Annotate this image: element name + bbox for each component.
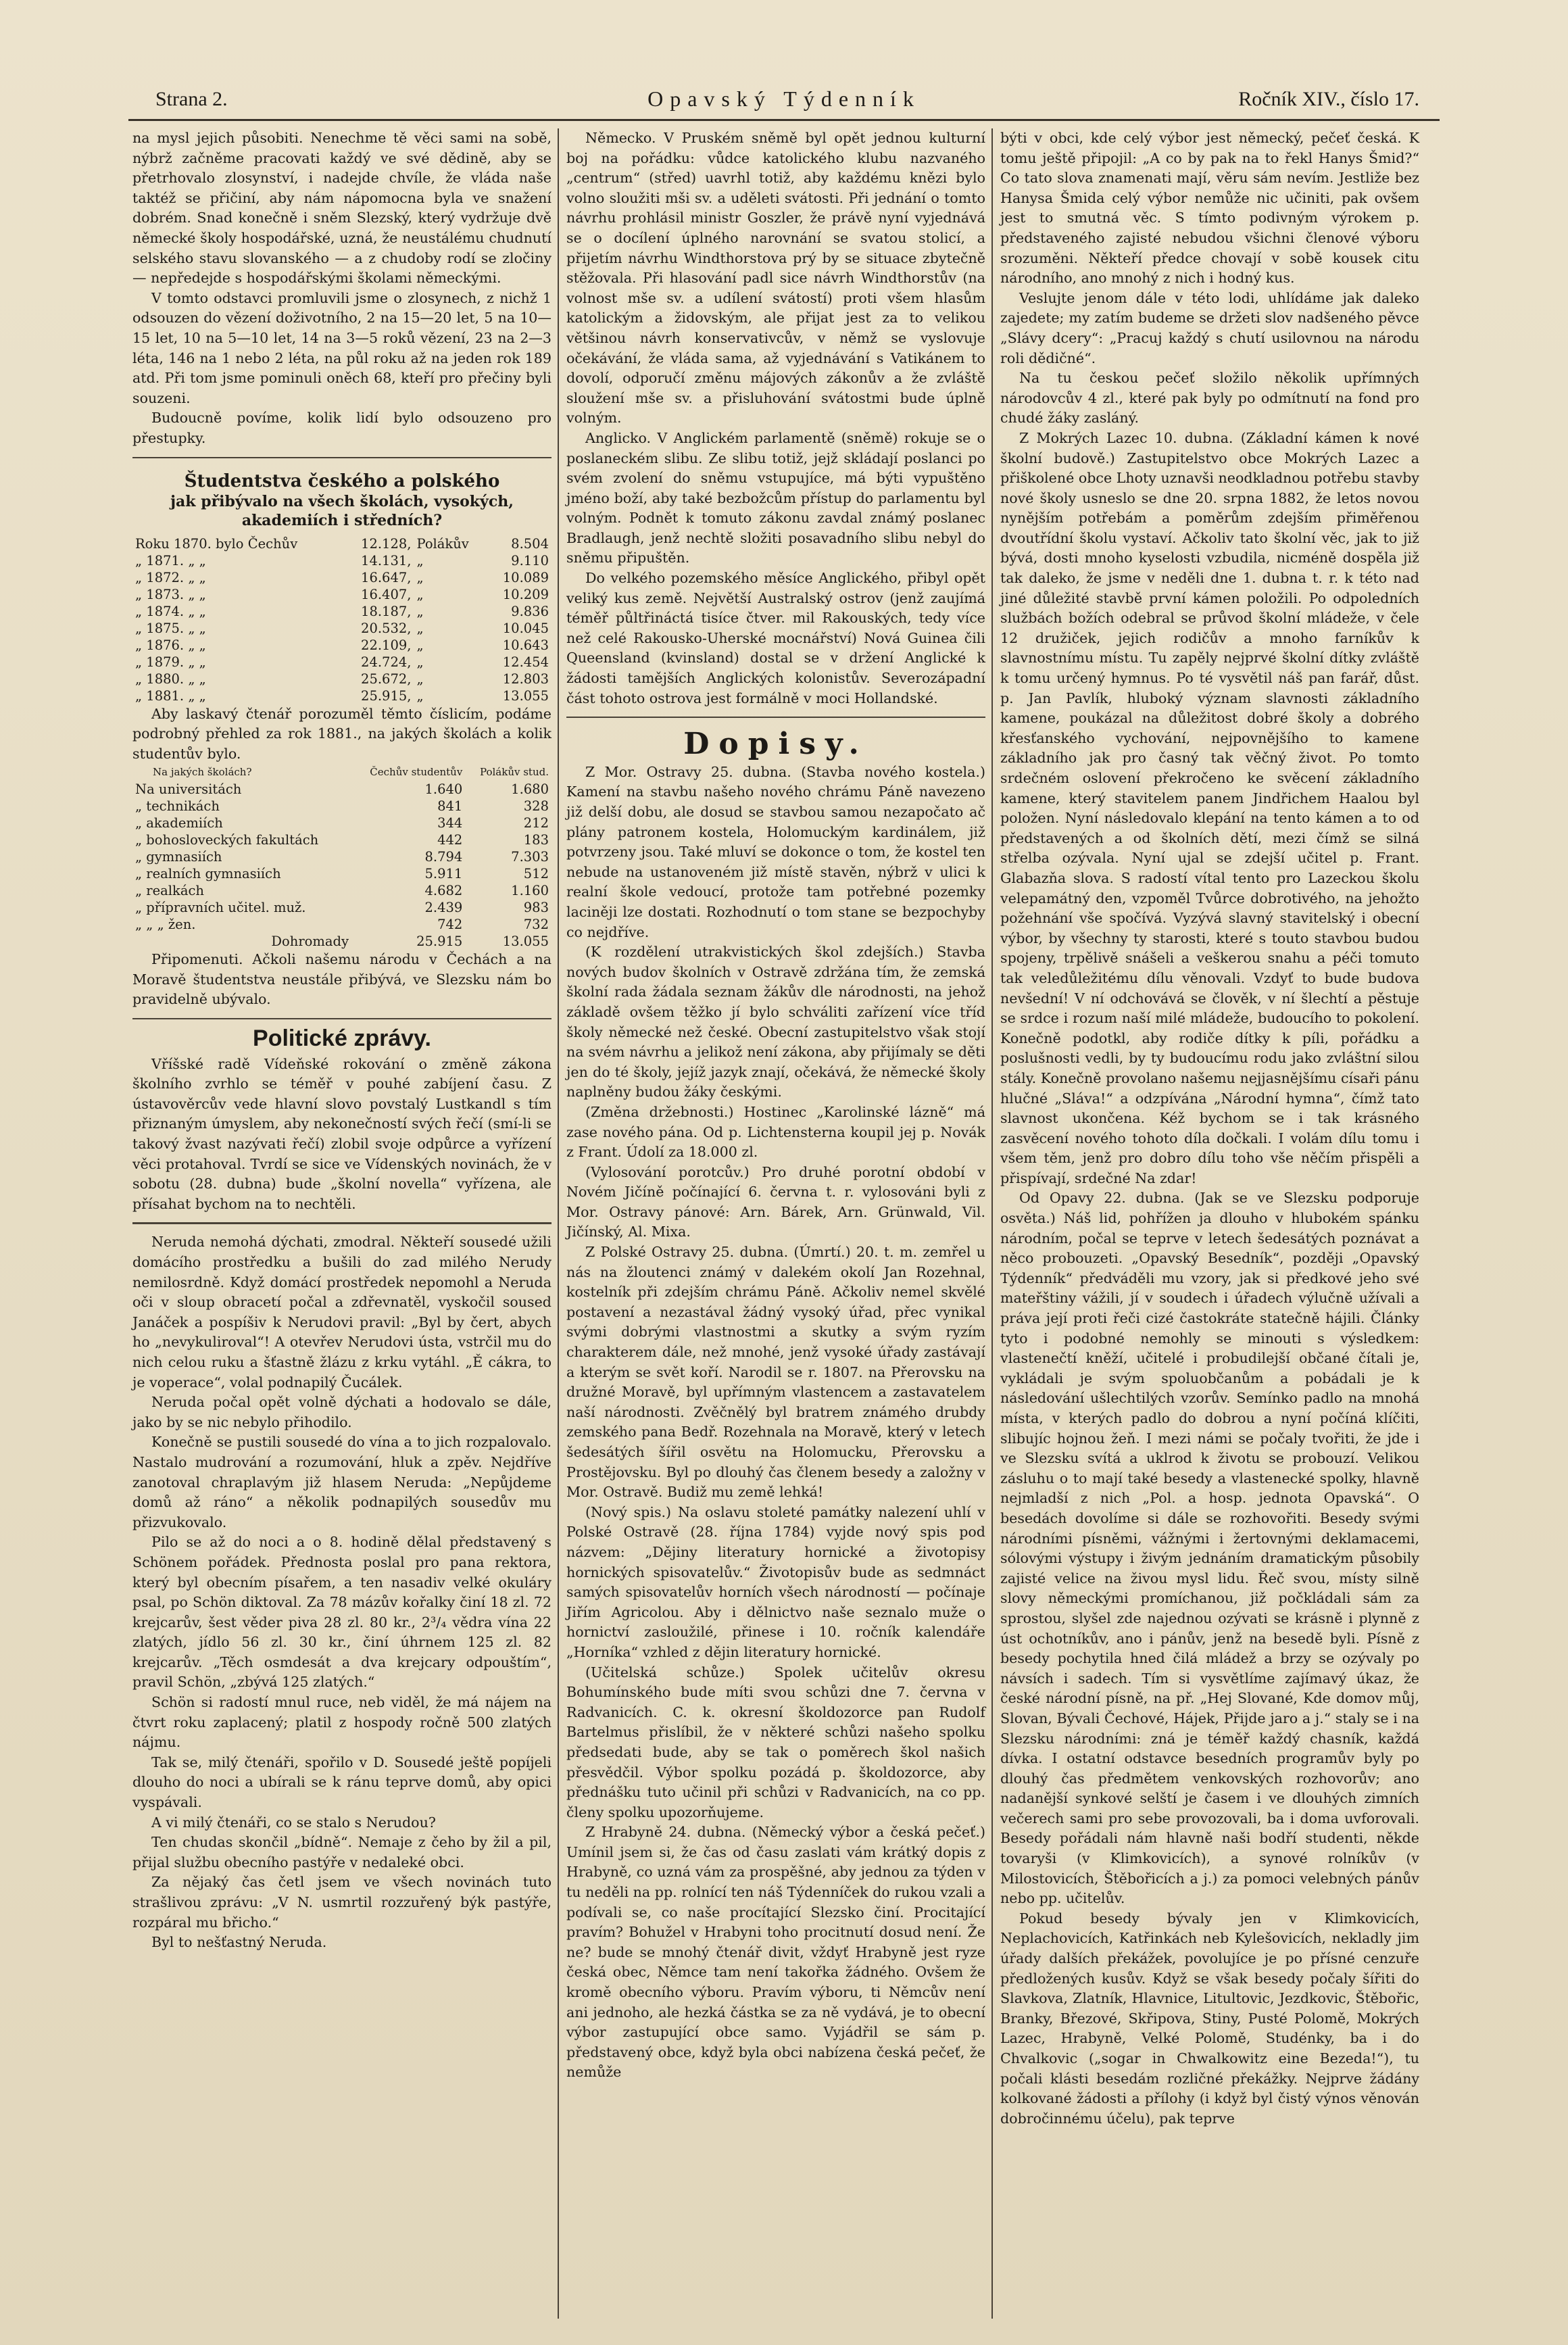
divider <box>566 717 985 718</box>
letters-section <box>566 763 985 2083</box>
year-cell: „ <box>416 620 424 636</box>
year-cell: „ <box>416 637 424 653</box>
year-row <box>132 687 552 704</box>
year-cell: „ 1876. „ „ <box>135 637 206 653</box>
year-cell: 10.643 <box>502 637 549 653</box>
year-row <box>132 637 552 654</box>
students-title: Študentstva českého a polského <box>184 470 500 491</box>
divider <box>132 1018 552 1019</box>
school-row <box>132 899 552 916</box>
school-cell: „ přípravních učitel. muž. <box>135 900 306 916</box>
school-cell: 2.439 <box>424 900 463 916</box>
header-rule <box>128 119 1440 121</box>
year-row <box>132 552 552 569</box>
school-cell: 841 <box>437 798 463 815</box>
feuilleton-divider <box>132 1222 552 1224</box>
schools-col-header: Na jakých školách? <box>153 766 252 779</box>
year-cell: 20.532, <box>361 620 412 636</box>
total-value: 13.055 <box>502 934 549 950</box>
year-cell: 8.504 <box>511 535 549 552</box>
school-cell: „ „ „ žen. <box>135 917 196 933</box>
students-years-table <box>132 535 552 704</box>
school-cell: „ bohosloveckých fakultách <box>135 832 319 848</box>
paragraph: Tak se, milý čtenáři, spořilo v D. Sousedé ještě popíjeli dlouho do noci a ubírali se k ránu teprve domů, aby opici vyspávali. <box>132 1754 552 1811</box>
politics-text: Vříšské radě Vídeňské rokování o změně zákona školního zvrhlo se téměř v pouhé zabíjení času. Z ústavověrcův vede hlavní slovo povstalý Lustkandl s tím přiznaným úmyslem, aby nekonečností svých řečí (smí-li se takový žvast nazývati řečí) zlobil svoje odpůrce a vyřízení věci protahoval. Tvrdí se sice ve Vídenských novinách, že v sobotu (28. dubna) bude „školní novella“ vyřízena, ale přísahat bychom na to nechtěli. <box>132 1055 552 1212</box>
year-cell: 25.915, <box>361 687 412 704</box>
school-cell: 183 <box>523 832 549 848</box>
school-cell: 5.911 <box>424 866 463 882</box>
paragraph: Neruda nemohá dýchati, zmodral. Někteří sousedé užili domácího prostředku a bušili do zad milého Nerudy nemilosrdně. Když domácí prostředek nepomohl a Neruda oči v sloup obracetí počal a zdřevnatěl, vyskočil soused Janáček a pospíšiv k Nerudovi pravil: „Byl by čert, abych ho „nevykuliroval“! A otevřev Nerudovi ústa, vstrčil mu do nich celou ruku a šťastně žlázu z krku vytáhl. „Ě cákra, to je voperace“, volal podnapilý Čucálek. <box>132 1234 552 1391</box>
paragraph: (Změna držebnosti.) Hostinec „Karolinské lázně“ má zase nového pána. Od p. Lichtensterna koupil jej p. Novák z Frant. Údolí za 18.000 zl. <box>566 1103 985 1161</box>
column-1 <box>132 128 552 1953</box>
school-cell: 983 <box>523 900 549 916</box>
school-cell: 1.160 <box>511 883 549 899</box>
year-cell: 22.109, <box>361 637 412 653</box>
total-value: 25.915 <box>416 934 463 950</box>
students-note: Aby laskavý čtenář porozuměl těmto číslicím, podáme podrobný přehled za rok 1881., na jakých školách a kolik studentův bylo. <box>132 705 552 762</box>
year-cell: „ <box>416 569 424 585</box>
year-cell: 16.407, <box>361 586 412 602</box>
paragraph: Pilo se až do noci a o 8. hodině dělal představený s Schönem pořádek. Přednosta poslal pro pana rektora, který byl obecním písařem, a ten nasadiv velké okuláry psal, po Schön diktoval. Za 78 mázův kořalky činí 18 zl. 72 krejcarův, šest věder piva 28 zl. 80 kr., 2³/₄ vědra vína 22 zlatých, jídlo 56 zl. 30 kr., činí úhrnem 125 zl. 82 krejcarův. „Těch osmdesát a dva krejcary odpouštím“, pravil Schön, „zbývá 125 zlatých.“ <box>132 1534 552 1691</box>
year-cell: „ 1875. „ „ <box>135 620 206 636</box>
schools-table <box>132 764 552 950</box>
paragraph: Budoucně povíme, kolik lidí bylo odsouzeno pro přestupky. <box>132 410 552 446</box>
school-cell: 212 <box>523 815 549 831</box>
school-row <box>132 798 552 815</box>
year-cell: „ 1874. „ „ <box>135 603 206 619</box>
news-germany: Německo. V Pruském sněmě byl opět jednou kulturní boj na pořádku: vůdce katolického klubu nazvaného „centrum“ (střed) uavrhl totiž, aby každému knězi bylo volno sloužiti mši sv. a uděleti svátosti. Při jednání o tomto návrhu prohlásil ministr Goszler, že právě nyní vyjednává se o docílení úplného narovnání se svatou stolicí, a přijetím návrhu Windthorstova prý by se situace zbytečně stěžovala. Při hlasování padl sice návrh Windthorstův (na volnost mše sv. a udílení svátostí) proti všem hlasům katolickým a židovským, ale přijat jest za to velikou většinou návrh konservativcův, v němž se vyslovuje očekávání, že vláda sama, až vyjednávání s Vatikánem to dovolí, odporučí změnu májových zákonův a že zvláště sloužení mše sv. a přisluhování svátostmi bude úplně volným. <box>566 130 985 427</box>
paragraph: Za nějaký čas četl jsem ve všech novinách tuto strašlivou zprávu: „V N. usmrtil rozzuřený býk pastýře, rozpáral mu břicho.“ <box>132 1874 552 1931</box>
paragraph: Veslujte jenom dále v této lodi, uhlídáme jak daleko zajedete; my zatím budeme se držeti slov nadšeného pěvce „Slávy dcery“: „Pracuj každý s chutí usilovnou na národu roli dědičné“. <box>1000 289 1419 366</box>
school-row <box>132 815 552 831</box>
paragraph: Z Polské Ostravy 25. dubna. (Úmrtí.) 20. t. m. zemřel u nás na žloutenci známý v dalekém okolí Jan Rozehnal, kostelník při zdejším chrámu Páně. Ačkoliv nemel skvělé postavení a nezastával žádný vysoký úřad, přec vynikal svými dobrými vlastnostmi a skutky a svým ryzím charakterem dále, než mnohé, jenž vysoké úřady zastávají a kterým se svět koří. Narodil se r. 1807. na Přerovsku na družné Moravě, byl upřímným vlastencem a zastavatelem naší národnosti. Zvěčnělý byl bratrem známého drubdy zemského pana Bedř. Rozehnala na Moravě, který v letech šedesátých šířil osvětu na Holomucku, Přerovsku a Prostějovsku. Byl po dlouhý čas členem besedy a založny v Mor. Ostravě. Budiž mu země lehká! <box>566 1244 985 1501</box>
column-divider <box>558 128 559 2319</box>
year-cell: 9.110 <box>511 552 549 569</box>
paragraph: Neruda počal opět volně dýchati a hodovalo se dále, jako by se nic nebylo přihodilo. <box>132 1394 552 1430</box>
paragraph: (Nový spis.) Na oslavu stoleté památky nalezení uhlí v Polské Ostravě (28. října 1784) vyjde nový spis pod názvem: „Dějiny literatury hornické a životopisy hornických spisovatelův.“ Životopisův bude as sedmnáct samých spisovatelův horních všech národností — počínaje Jiřím Agricolou. Aby i dělnictvo naše seznalo muže o hornictví zasloužilé, přinese i 10. ročník kalendáře „Horníka“ vzhled z dějin literatury hornické. <box>566 1503 985 1660</box>
column-2 <box>566 128 985 2083</box>
paragraph: Ten chudas skončil „bídně“. Nemaje z čeho by žil a pil, přijal službu obecního pastýře v nedaleké obci. <box>132 1834 552 1870</box>
school-row <box>132 916 552 933</box>
year-cell: 12.803 <box>502 671 549 687</box>
year-cell: „ 1873. „ „ <box>135 586 206 602</box>
paragraph: býti v obci, kde celý výbor jest německý, pečeť česká. K tomu ještě připojil: „A co by pak na to řekl Hanys Šmid?“ Co tato slova znamenati mají, věru sám nevím. Jestliže bez Hanysa Šmida celý výbor nemůže nic učiniti, pak ovšem jest to smutná věc. S tímto podivným výrokem p. představeného zajisté nebudou všichni členové výboru srozuměni. Někteří předce chovají v sobě kousek citu národního, ano mnohý z nich i hodný kus. <box>1000 130 1419 287</box>
school-cell: „ realních gymnasiích <box>135 866 281 882</box>
volume-issue: Ročník XIV., číslo 17. <box>1238 88 1419 110</box>
paragraph: Z Mokrých Lazec 10. dubna. (Základní kámen k nové školní budově.) Zastupitelstvo obce Mokrých Lazec a přiškolené obce Lhoty uznavši neodkladnou potřebu stavby nové školy usneslo se dne 20. srpna 1882, že letos novou nynějším potřebám a poměrům zdejším přiměřenou dvoutřídní školu vystaví. Ačkoliv tato školní věc, jak to již bývá, dosti mnoho kyselosti vzbudila, nicméně dospěla již tak daleko, že jsme v neděli dne 1. dubna t. r. k této nad jiné důležité stavbě první kámen položili. Po odpoledních službách božích odebral se průvod školní mládeže, v čele 12 družiček, jejich rodičův a mnoho farníkův k slavnostnímu místu. Tu zapěly nejprvé školní dítky zvláště k tomu určený hymnus. Po té vysvětil náš pan farář, důst. p. Jan Pavlík, hluboký význam slavnosti základního kamene, poukázal na důležitost dobré školy a dobrého křesťanského vychování, nejpovnějšího to kamene základního jak pro časný tak věčný život. Po tomto srdečném oslovení překročeno ke svěcení základního kamene, který stavitelem panem Jindřichem Haalou byl položen. Nyní následovalo klepání na tento kámen a to od představených a od školních dětí, mezi čímž se silná střelba ozývala. Nyní ujal se zdejší učitel p. Frant. Glabazňa slova. S radostí vítal tento pro Lazeckou školu velepamátný den, vzpoměl Tvůrce dobrotivého, na jehožto požehnání vše spočívá. Vyzývá slavný stavitelský i obecní výbor, by všechny ty starosti, které s touto stavbou budou spojeny, trpělivě snášeli a veškerou snahu a péči tomuto tak veledůležitému dílu věnovali. Vzdyť to bude budova nevšední! V ní odchovává se člověk, v ní šlechtí a pěstuje se srdce i rozum naší milé mládeže, budoucího to pokolení. Konečně podotkl, aby rodiče dítky k píli, pořádku a poslušnosti vedli, by ty budoucímu rodu jako zvláštní silou stály. Konečně provolano našemu nejjasnějšímu císaři pánu hlučné „Sláva!“ a odzpívána „Národní hymna“, čímž tato slavnost ukončena. Kéž bychom se i tak krásného zasvěcení nového tohoto díla dočkali. I volám dílu tomu i všem těm, jenž pro dobro dílu toho vše něčím přispěli a přispívají, srdečné Na zdar! <box>1000 429 1419 1186</box>
year-row <box>132 535 552 552</box>
politics-title: Politické zprávy. <box>253 1025 431 1052</box>
paragraph: Byl to nešťastný Neruda. <box>151 1934 327 1951</box>
year-cell: 14.131, <box>361 552 412 569</box>
news-england: Anglicko. V Anglickém parlamentě (sněmě) rokuje se o poslaneckém slibu. Ze slibu totiž, jejž skládají poslanci po svém zvolení do sněmu vstupujíce, má býti vypuštěno jméno boží, aby také bezbožcům přístup do parlamentu byl volným. Podnět k tomuto zákonu zavdal známý poslanec Bradlaugh, jenž nechtě složiti posavadního slibu nebyl do sněmu připuštěn. <box>566 429 985 566</box>
school-cell: Na universitách <box>135 781 242 798</box>
school-cell: 1.680 <box>511 781 549 798</box>
school-cell: 512 <box>523 866 549 882</box>
year-cell: Roku 1870. bylo Čechův <box>135 535 298 552</box>
students-remark: Připomenuti. Ačkoli našemu národu v Čechách a na Moravě študentstva neustále přibývá, ve Slezsku nám bo pravidelně ubývalo. <box>132 951 552 1008</box>
school-cell: „ gymnasiích <box>135 849 222 865</box>
year-cell: 9.836 <box>511 603 549 619</box>
year-cell: 12.454 <box>502 654 549 670</box>
school-row <box>132 848 552 865</box>
year-cell: „ <box>416 671 424 687</box>
page-header <box>128 81 1440 116</box>
total-label: Dohromady <box>271 934 349 950</box>
schools-col-header: Polákův stud. <box>479 766 549 779</box>
school-cell: 742 <box>437 917 463 933</box>
paragraph: V tomto odstavci promluvili jsme o zlosynech, z nichž 1 odsouzen do vězení doživotního, 2 na 15—20 let, 5 na 10—15 let, 10 na 5—10 let, 14 na 3—5 roků vězení, 23 na 2—3 léta, 146 na 1 nebo 2 léta, na půl roku až na jeden rok 189 atd. Při tom jsme pominuli oněch 68, kteří pro přečiny byli souzeni. <box>132 289 552 406</box>
school-cell: 1.640 <box>424 781 463 798</box>
school-cell: 4.682 <box>424 883 463 899</box>
paragraph: Z Hrabyně 24. dubna. (Německý výbor a česká pečeť.) Umínil jsem si, že čas od času zaslati vám krátký dopis z Hrabyně, co uzná vám za prospěšné, aby jednou za týden v tu neděli na pp. rolnící ten náš Týdenníček do rukou vzali a podívali se, co naše procítající Slezsko činí. Procitající pravím? Bohužel v Hrabyni toho procitnutí dosud není. Že ne? bude se mnohý čtenář divit, vždyť Hrabyně jest ryze česká obec, Němce tam není takořka žádného. Ovšem že kromě obecního výboru. Pravím výboru, ti Němcův není ani jednoho, ale hezká částka se za ně vydává, je to obecní výbor zastupující obce samo. Vyjádřil se sám p. představený obce, když byla obci nabízena česká pečeť, že nemůže <box>566 1824 985 2081</box>
year-row <box>132 620 552 637</box>
paragraph: na mysl jejich působiti. Nenechme tě věci sami na sobě, nýbrž začněme pracovati každý ve své dědině, aby se přetrhovalo zlosynství, i nadejde chvíle, že vláda naše taktéž se přičiní, aby nám nápomocna byla ve snažení dobrém. Snad konečně i sněm Slezský, který vydržuje dvě německé školy hospodářské, uzná, že neustálému chudnutí selského stavu slovanského — a z chudoby rodí se zločiny — nepředejde s hospodářskými školami německými. <box>132 130 552 287</box>
year-cell: 24.724, <box>361 654 412 670</box>
school-row <box>132 882 552 899</box>
year-cell: 10.045 <box>502 620 549 636</box>
school-cell: „ akademiích <box>135 815 223 831</box>
page-number: Strana 2. <box>155 88 228 110</box>
year-row <box>132 569 552 586</box>
letters-title: Dopisy. <box>683 727 868 762</box>
year-cell: 10.209 <box>502 586 549 602</box>
year-cell: 12.128, <box>361 535 412 552</box>
school-cell: 7.303 <box>511 849 549 865</box>
feuilleton-story <box>132 1232 552 1952</box>
school-cell: 442 <box>437 832 463 848</box>
school-cell: 344 <box>437 815 463 831</box>
year-row <box>132 671 552 687</box>
year-cell: „ 1879. „ „ <box>135 654 206 670</box>
year-cell: „ <box>416 687 424 704</box>
year-cell: 16.647, <box>361 569 412 585</box>
column-divider <box>991 128 993 2319</box>
year-cell: 18.187, <box>361 603 412 619</box>
school-cell: 8.794 <box>424 849 463 865</box>
paragraph: Konečně se pustili sousedé do vína a to jich rozpalovalo. Nastalo mudrování a rozumování, hluk a zpěv. Nejdříve zanotoval chraplavým již hlasem Neruda: „Nepůjdeme domů až ráno“ a několik podnapilých sousedův mu přizvukovalo. <box>132 1434 552 1530</box>
year-cell: 25.672, <box>361 671 412 687</box>
year-row <box>132 586 552 603</box>
year-cell: „ <box>416 654 424 670</box>
year-cell: Polákův <box>416 535 469 552</box>
schools-col-header: Čechův studentův <box>370 766 463 779</box>
school-cell: 328 <box>523 798 549 815</box>
school-cell: „ technikách <box>135 798 220 815</box>
year-cell: „ 1871. „ „ <box>135 552 206 569</box>
letters-continued <box>1000 128 1419 2129</box>
column-3 <box>1000 128 1419 2129</box>
year-row <box>132 603 552 620</box>
paragraph: (Vylosování porotcův.) Pro druhé porotní období v Novém Jičíně počínající 6. června t. r. vylosováni byli z Mor. Ostravy pánové: Arn. Bárek, Arn. Grünwald, Vil. Jičínský, Al. Mixa. <box>566 1163 985 1240</box>
paragraph: Schön si radostí mnul ruce, neb viděl, že má nájem na čtvrt roku zaplacený; platil z hospody ročně 500 zlatých nájmu. <box>132 1694 552 1751</box>
year-cell: „ <box>416 603 424 619</box>
school-row <box>132 865 552 882</box>
year-cell: „ 1880. „ „ <box>135 671 206 687</box>
year-cell: 13.055 <box>502 687 549 704</box>
year-cell: „ 1881. „ „ <box>135 687 206 704</box>
paragraph: (K rozdělení utrakvistických škol zdejších.) Stavba nových budov školních v Ostravě zdržána tím, že zemská školní rada žádala seznam žákův dle národnosti, na jehož základě ovšem těžko jí bylo schváliti zařízení více tříd školy německé než české. Obecní zastupitelstvo však stojí na svém návrhu a jelikož není zákona, aby přijímaly se děti jen do té školy, jejíž jazyk znají, očekává, že německé školy naplněny budou žáky českými. <box>566 944 985 1101</box>
divider <box>132 457 552 458</box>
paragraph: (Učitelská schůze.) Spolek učitelův okresu Bohumínského bude míti svou schůzi dne 7. června v Radvanicích. C. k. okresní školdozorce pan Rudolf Bartelmus přislíbil, že v některé schůzi našeho spolku předsedati bude, aby se tak o poměrech škol našich přesvědčil. Výbor spolku pozádá p. školdozorce, aby přednášku tuto učinil při schůzi v Radvanicích, na co pp. členy spolku upozorňujeme. <box>566 1664 985 1820</box>
year-cell: 10.089 <box>502 569 549 585</box>
masthead-title: Opavský Týdenník <box>647 87 921 111</box>
school-cell: 732 <box>523 917 549 933</box>
year-cell: „ <box>416 552 424 569</box>
news-england-2: Do velkého pozemského měsíce Anglického, přibyl opět veliký kus země. Největší Australský ostrov (jenž zaujímá téměř půltřináctá tisíce čtver. mil Rakouských, tedy více než celé Rakousko-Uherské mocnářství) Nová Guinea čili Queensland (kvinsland) dostal se v držení Anglické k žádosti tamějších Anglických kolonistův. Severozápadní část tohoto ostrova jest formálně v moci Hollandské. <box>566 570 985 706</box>
year-row <box>132 654 552 671</box>
year-cell: „ 1872. „ „ <box>135 569 206 585</box>
students-subtitle: jak přibývalo na všech školách, vysokých, akademiích i středních? <box>170 492 514 529</box>
school-row <box>132 781 552 798</box>
year-cell: „ <box>416 586 424 602</box>
paragraph: Z Mor. Ostravy 25. dubna. (Stavba nového kostela.) Kamení na stavbu našeho nového chrámu Páně navezeno již delší dobu, ale dosud se stavbou samou nezapočato ač plány patronem kostela, Holomuckým kardinálem, již potvrzeny jsou. Také mluví se dokonce o tom, že kostel ten nebude na ustanoveném již místě stavěn, nýbrž v ulici k realní škole vedoucí, protože tam potřebné pozemky laciněji lze dostati. Rozhodnutí o tom stane se bezpochyby co nejdříve. <box>566 763 985 940</box>
paragraph: Na tu českou pečeť složilo několik upřímných národovcův 4 zl., které pak byly po odmítnutí na fond pro chudé žáky zasláný. <box>1000 370 1419 427</box>
school-row <box>132 831 552 848</box>
paragraph: Od Opavy 22. dubna. (Jak se ve Slezsku podporuje osvěta.) Náš lid, pohřížen ja dlouho v hlubokém spánku národním, počal se teprve v letech šedesátých poznávat a něco probouzeti. „Opavský Besedník“, později „Opavský Týdenník“ předváděli mu vzory, jak si předkové jeho své mateřštiny vážili, jí v soudech i úřadech výlučně užívali a práva její proti řeči cizé častokráte statečně hájili. Články tyto i podobné nemohly se minouti s výsledkem: vlastenečtí kněží, učitelé i probudilejší občané čítali je, vykládali je svým spoluobčanům a pobádali je k následování ušlechtilých vzorův. Semínko padlo na mnohá místa, v kterých padlo do dobrou a nyní počíná klíčiti, slibujíc hojnou žeň. I mezi námi se počaly tvořiti, že jde i ve Slezsku svítá a uklrod k životu se probouzí. Velikou zásluhu o to mají také besedy a vlastenecké spolky, hlavně nejmladší z nich „Pol. a hosp. jednota Opavská“. O besedách dovolíme si dále se rozhovořiti. Besedy svými národními písněmi, vážnými i žertovnými deklamacemi, sólovými výstupy i živým jednáním dramatickým působily zajisté velice na živou mysl lidu. Řeč svou, místy silně slovy německými promíchanou, již počkládali sám za sprostou, slyšel zde najednou ozývati se krásně i plynně z úst ochotníkův, ano i pánův, jenž na besedě byli. Písně z besedy pochytila hned čilá mládež a brzy se ozývaly po návsích i sadech. Tím si vysvětlíme zajímavý úkaz, že české národní písně, na př. „Hej Slované, Kde domov můj, Slovan, Bývali Čechové, Hájek, Přijde jaro a j.“ staly se i na Slezsku národními: zná je téměř každý chasník, každá dívka. I ostatní odstavce besedních programův byly po dlouhý čas předmětem venkovských rozhovorův; ano nadanější synkové selští je časem i ve dlouhých zimních večerech sami pro sebe provozovali, ba i doma uvforovali. Besedy pořádali nám hlavně naši bodří studenti, někde tovaryši (v Klimkovicích), a synové rolníkův (v Milostovicích, Štěbořicích a j.) za pomoci velebných pánův nebo pp. učitelův. <box>1000 1190 1419 1907</box>
paragraph: Pokud besedy bývaly jen v Klimkovicích, Neplachovicích, Katřinkách neb Kylešovicích, nekladly jim úřady dalších překážek, povolujíce je po přísné cenzuře předložených kusův. Když se však besedy počaly šířiti do Slavkova, Zlatník, Hlavnice, Litultovic, Jezdkovic, Štěbořic, Branky, Březové, Skřipova, Stiny, Pusté Polomě, Mokrých Lazec, Hrabyně, Velké Polomě, Studénky, ba i do Chvalkovic („sogar in Chwalkowitz eine Bezeda!“), tu počali klásti besedám rozličné překážky. Nejprve žádány kolkované žádosti a přílohy (i když byl čistý výnos věnován dobročinnému účelu), pak teprve <box>1000 1910 1419 2127</box>
paragraph: A vi milý čtenáři, co se stalo s Nerudou? <box>151 1814 436 1831</box>
school-cell: „ realkách <box>135 883 204 899</box>
